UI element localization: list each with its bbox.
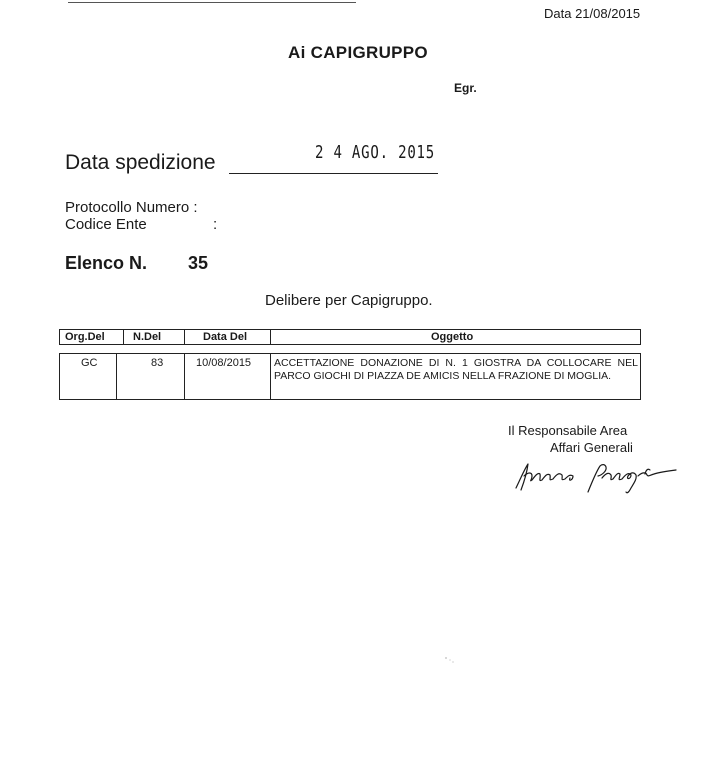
entity-code-colon: : [213, 216, 218, 233]
header-oggetto: Oggetto [431, 331, 474, 343]
protocol-label: Protocollo Numero : [65, 199, 198, 216]
header-org-del: Org.Del [65, 331, 105, 343]
shipment-date-stamp: 2 4 AGO. 2015 [315, 142, 436, 163]
signatory-department: Affari Generali [550, 440, 633, 455]
list-label: Elenco N. [65, 253, 148, 273]
document-subtitle: Delibere per Capigruppo. [265, 292, 433, 309]
salutation: Egr. [454, 81, 477, 95]
cell-oggetto: ACCETTAZIONE DONAZIONE DI N. 1 GIOSTRA DA COLLOCARE NEL PARCO GIOCHI DI PIAZZA DE AMICIS NELLA FRAZIONE DI MOGLIA. [274, 357, 638, 382]
top-rule [68, 2, 356, 3]
document-date: Data 21/08/2015 [544, 6, 641, 21]
list-number: 35 [188, 253, 209, 273]
table-row [59, 353, 641, 400]
column-divider [184, 354, 185, 399]
cell-data-del: 10/08/2015 [196, 357, 252, 369]
handwritten-signature [510, 458, 682, 500]
cell-n-del: 83 [151, 357, 164, 369]
entity-code-label: Codice Ente [65, 216, 147, 233]
header-data-del: Data Del [203, 331, 248, 343]
column-divider [123, 330, 124, 344]
document-title-text: Ai CAPIGRUPPO [288, 43, 428, 62]
signatory-title: Il Responsabile Area [508, 423, 628, 438]
cell-org-del: GC [81, 357, 98, 369]
header-n-del: N.Del [133, 331, 162, 343]
table-header [59, 329, 641, 345]
column-divider [270, 330, 271, 344]
scan-speck [444, 656, 456, 664]
column-divider [184, 330, 185, 344]
shipment-date-label: Data spedizione [65, 151, 216, 174]
column-divider [270, 354, 271, 399]
shipment-date-line [229, 173, 438, 174]
document-title [0, 43, 726, 63]
column-divider [116, 354, 117, 399]
